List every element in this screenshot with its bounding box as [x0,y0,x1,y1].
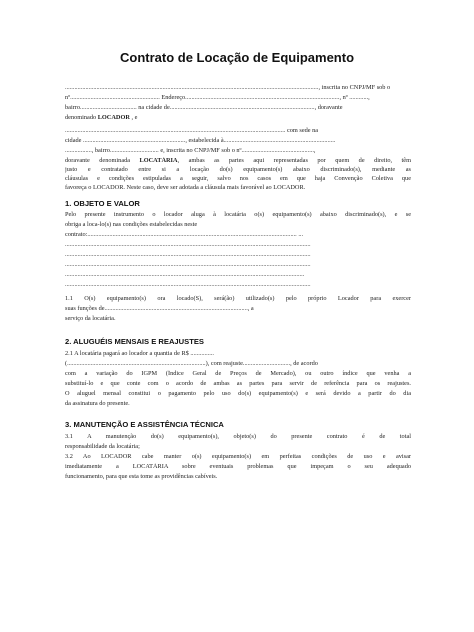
section3-line: 3.1 A manutenção do(s) equipamento(s), objeto(s) do presente contrato é de total [65,433,411,440]
section2-line: substituí-lo e que conte com o acordo de ambas as partes para servir de referência para os reajustes. [65,380,411,387]
preamble-line: cidade ................................................................., estabelecida à....................................................................... [65,137,336,144]
section-heading-objeto: 1. OBJETO E VALOR [65,199,140,208]
clause-1-1-line: 1.1 O(s) equipamento(s) ora locado(S), será(ão) utilizado(s) pelo próprio Locador para exercer [65,295,411,302]
section3-line: 3.2 Ao LOCADOR cabe manter o(s) equipamento(s) em perfeitas condições de uso e avisar [65,453,411,460]
section1-line: Pelo presente instrumento o locador aluga à locatária o(s) equipamento(s) abaixo discriminado(s), e se [65,211,411,218]
section1-line: ............................................................................................................................................................ [65,241,311,248]
section2-line: da assinatura do presente. [65,400,130,407]
preamble-line: ................................................................................................................................................................., inscrita no CNPJ/MF sob o [65,84,391,91]
preamble-line: denominado LOCADOR , e [65,114,138,121]
preamble-line: justo e contratado entre si a locação do(s) equipamento(s) abaixo discriminado(s), mediante as [65,166,411,173]
section1-line: ........................................................................................................................................................ [65,271,305,278]
document-title: Contrato de Locação de Equipamento [119,50,355,65]
section2-line: O aluguel mensal constitui o pagamento pelo uso do(s) equipamento(s) e será devido a partir do dia [65,390,411,397]
preamble-line: ............................................................................................................................................ com sede na [65,127,319,134]
preamble-line: favoreça o LOCADOR. Neste caso, deve ser adotada a cláusula mais favorável ao LOCADOR. [65,184,306,191]
section2-line: 2.1 A locatária pagará ao locador a quantia de R$ ............... [65,350,214,357]
preamble-line: bairro.................................... na cidade de............................................................................................, doravante [65,104,343,111]
preamble-line: cláusulas e condições estipuladas a seguir, salvo nos casos em que haja Convenção Coletiva que [65,175,411,182]
section1-line: obriga a loca-lo(s) nas condições estabelecidas neste [65,221,198,228]
preamble-line: doravante denominada LOCATÁRIA, ambas as partes aqui representadas por quem de direito, têm [65,157,411,164]
clause-1-1-line: suas funções de..........................................................................................., a [65,305,254,312]
section1-line: ............................................................................................................................................................ [65,251,311,258]
section-heading-alugueis: 2. ALUGUÉIS MENSAIS E REAJUSTES [65,337,204,346]
section3-line: imediatamente a LOCATÁRIA sobre eventuais problemas que impeçam o seu adequado [65,463,411,470]
section1-line: ............................................................................................................................................................ [65,261,311,268]
preamble-line: ................., bairro............................... e, inscrita no CNPJ/MF sob o nº.............................................., [65,147,316,154]
section2-line: com a variação do IGPM (Índice Geral de Preços de Mercado), ou outro índice que venha a [65,370,411,377]
clause-1-1-line: serviço da locatária. [65,315,116,322]
section3-line: responsabilidade da locatária; [65,443,140,450]
section2-line: (........................................................................................), com reajuste.............................., de acordo [65,360,318,367]
section1-line: ............................................................................................................................................................ [65,281,311,288]
section3-line: funcionamento, para que esta tome as providências cabíveis. [65,473,218,480]
section1-line: contrato:..................................................................................................................................... ... [65,231,304,238]
section-heading-manutencao: 3. MANUTENÇÃO E ASSISTÊNCIA TÉCNICA [65,420,224,429]
preamble-line: nº......................................................... Endereço.................................................................................................., nº ............, [65,94,370,101]
